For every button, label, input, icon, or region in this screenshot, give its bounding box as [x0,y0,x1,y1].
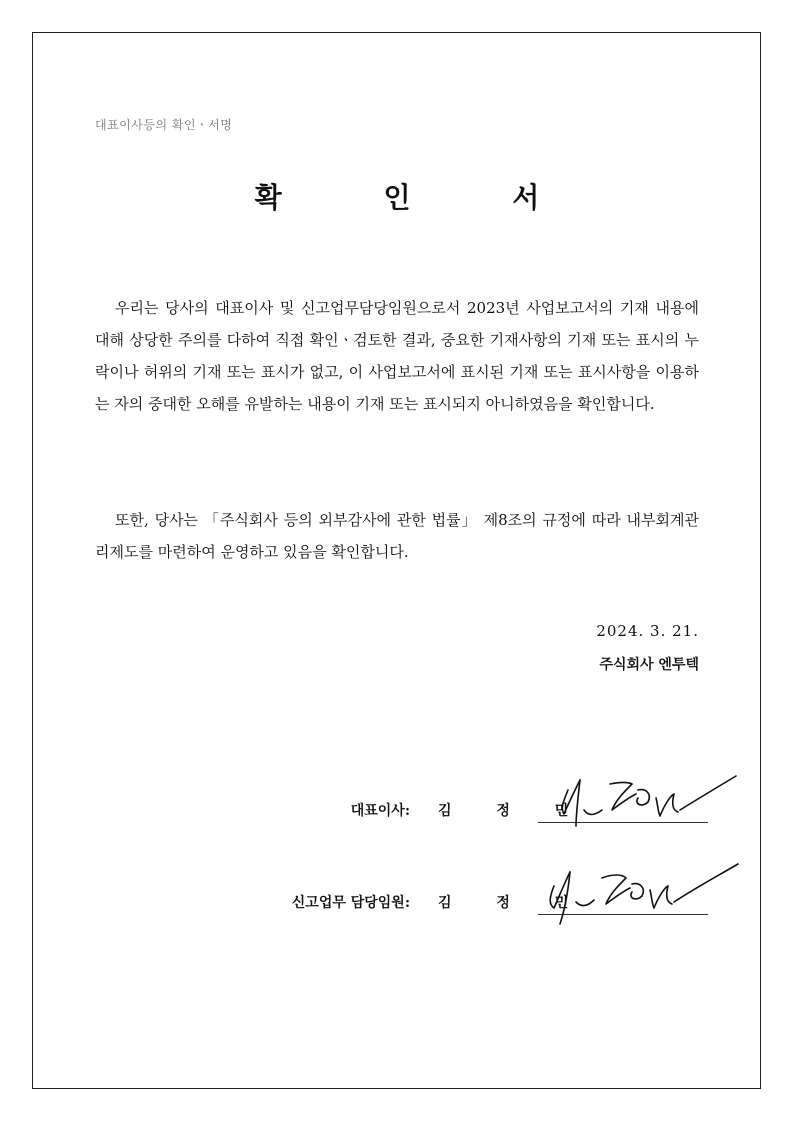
ceo-signature-image [540,770,740,840]
internal-control-paragraph: 또한, 당사는 「주식회사 등의 외부감사에 관한 법률」 제8조의 규정에 따라 내부회계관리제도를 마련하여 운영하고 있음을 확인합니다. [95,511,699,561]
document-date: 2024. 3. 21. [596,622,699,640]
page-title: 확 인 서 [254,181,586,214]
disclosure-officer-role-label: 신고업무 담당임원: [291,895,410,911]
ceo-signature-row [0,778,794,838]
disclosure-officer-signature-row [0,870,794,930]
company-name: 주식회사 엔투텍 [599,657,699,673]
ceo-role-label: 대표이사: [350,803,410,819]
confirmation-paragraph: 우리는 당사의 대표이사 및 신고업무담당임원으로서 2023년 사업보고서의 기재 내용에 대해 상당한 주의를 다하여 직접 확인ㆍ검토한 결과, 중요한 기재사항의 기재 또는 표시의 누락이나 허위의 기재 또는 표시가 없고, 이 사업보고서에 표시된 기재 또는 표시사항을 이용하는 자의 중대한 오해를 유발하는 내용이 기재 또는 표시되지 아니하였음을 확인합니다. [95,299,699,413]
disclosure-officer-name: 김 정 민 [438,895,589,911]
ceo-name: 김 정 민 [438,803,589,819]
disclosure-officer-signature-image [540,862,740,932]
header-label: 대표이사등의 확인ㆍ서명 [95,118,233,132]
